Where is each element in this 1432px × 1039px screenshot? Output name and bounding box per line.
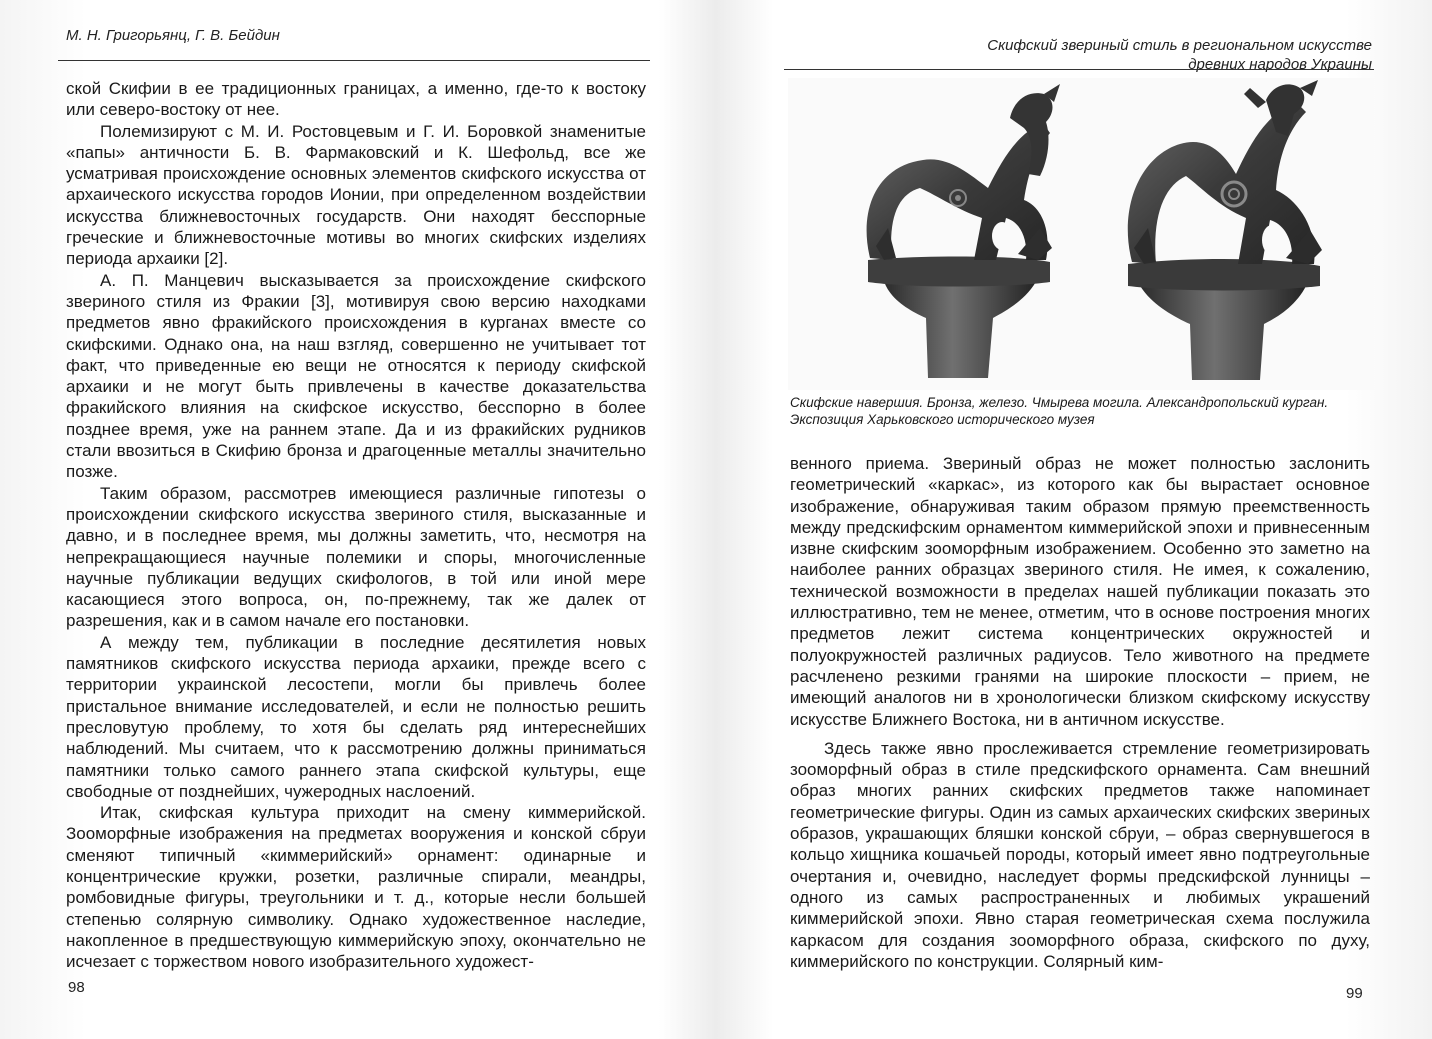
left-body-text [66, 78, 646, 972]
left-paragraph-5: А между тем, публикации в последние десятилетия новых памятников скифского искусства периода архаики, прежде всего с территории украинской лесостепи, могли бы привлечь более пристальное внимание исследователей, и если не полностью решить пресловутую проблему, то хотя бы сделать ряд интереснейших наблюдений. Мы считаем, что к рассмотрению должны приниматься памятники только самого раннего этапа скифской культуры, еще свободные от позднейших, чужеродных наслоений. [66, 632, 646, 801]
right-running-head-line-1: Скифский звериный стиль в региональном искусстве [987, 37, 1372, 54]
right-header-rule [784, 69, 1374, 70]
right-page [716, 0, 1432, 1039]
right-body-text [790, 453, 1370, 972]
left-paragraph-2: Полемизируют с М. И. Ростовцевым и Г. И. Боровкой знаменитые «папы» античности Б. В. Фармаковский и К. Шефольд, все же усматривая происхождение основных элементов скифского искусства от архаического искусства городов Ионии, при определенном воздействии искусства ближневосточных государств. Они находят бесспорные греческие и ближневосточные мотивы во многих скифских изделиях периода архаики [2]. [66, 121, 646, 269]
left-paragraph-6: Итак, скифская культура приходит на смену киммерийской. Зооморфные изображения на предметах вооружения и конской сбруи сменяют типичный «киммерийский» орнамент: одинарные и концентрические кружки, розетки, различные спирали, меандры, ромбовидные фигуры, треугольники и т. д., которые несли большей степенью солярную символику. Однако художественное наследие, накопленное в предшествующую киммерийскую эпоху, окончательно не исчезает с торжеством нового изобразительного художест- [66, 803, 646, 972]
right-running-head-line-2: древних народов Украины [1188, 56, 1372, 73]
left-paragraph-4: Таким образом, рассмотрев имеющиеся различные гипотезы о происхождении скифского искусства звериного стиля, высказанные и давно, и в последнее время, мы должны заметить, что, несмотря на непрекращающиеся научные полемики и споры, многочисленные научные публикации ведущих скифологов, в той или иной мере касающиеся этого вопроса, он, по-прежнему, так же далек от разрешения, как и в самом начале его постановки. [66, 483, 646, 631]
left-paragraph-3: А. П. Манцевич высказывается за происхождение скифского звериного стиля из Фракии [3], мотивируя свою версию находками предметов явно фракийского происхождения в курганах вместе со скифскими. Однако она, на наш взгляд, совершенно не учитывает тот факт, что приведенные ею вещи не относятся к периоду скифской архаики и не могут быть привлечены в качестве доказательства фракийского влияния на скифское искусство, бесспорно в более позднее время, уже на раннем этапе. Да и из фракийских рудников стали ввозиться в Скифию бронза и драгоценные металлы значительно позже. [66, 270, 646, 482]
left-paragraph-1: ской Скифии в ее традиционных границах, а именно, где-то к востоку или северо-востоку от нее. [66, 79, 646, 120]
right-paragraph-2: Здесь также явно прослеживается стремление геометризировать зооморфный образ в стиле предскифского орнамента. Сам внешний образ многих ранних скифских предметов также напоминает геометрические фигуры. Один из самых архаических скифских звериных образов, украшающих бляшки конской сбруи, – образ свернувшегося в кольцо хищника кошачьей породы, который имеет явно подтреугольные очертания и, очевидно, наследует формы предскифской лунницы – одного из самых распространенных и любимых украшений киммерийской эпохи. Явно старая геометрическая схема послужила каркасом для создания зооморфного образа, скифского по духу, киммерийского по конструкции. Солярный ким- [790, 738, 1370, 971]
scythian-finial-photo [788, 78, 1374, 390]
figure-caption-line-1: Скифские навершия. Бронза, железо. Чмырева могила. Александропольский курган. [790, 395, 1329, 410]
right-page-number: 99 [1346, 985, 1363, 1002]
left-header-rule [58, 60, 650, 61]
figure-caption-line-2: Экспозиция Харьковского исторического музея [790, 412, 1095, 427]
figure-caption [790, 394, 1380, 428]
left-running-head: М. Н. Григорьянц, Г. В. Бейдин [66, 27, 280, 44]
right-paragraph-1: венного приема. Звериный образ не может полностью заслонить геометрический «каркас», из которого как бы вырастает основное изображение, обнаруживая таким образом прямую преемственность между предскифским орнаментом киммерийской эпохи и привнесенным извне скифским зооморфным изображением. Особенно это заметно на наиболее ранних образцах звериного стиля. Не имея, к сожалению, технической возможности в пределах нашей публикации показать это иллюстративно, тем не менее, отметим, что в основе построения многих предметов лежит система концентрических окружностей и полуокружностей различных радиусов. Тело животного на предмете расчленено резкими гранями на широкие плоскости – прием, не имеющий аналогов ни в хронологически близком скифскому искусству искусстве Ближнего Востока, ни в античном искусстве. [790, 454, 1370, 729]
left-page-number: 98 [68, 979, 85, 996]
finials-photo-svg [788, 78, 1374, 390]
